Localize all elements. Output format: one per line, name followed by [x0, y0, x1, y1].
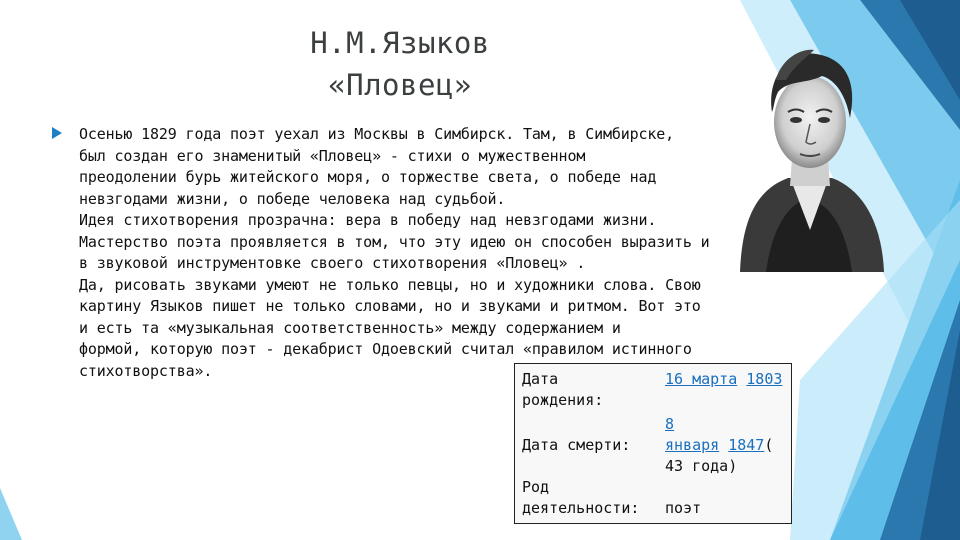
- birth-label-line2: рождения:: [522, 391, 604, 409]
- body-line: невзгодами жизни, о победе человека над судьбой.: [79, 189, 506, 208]
- occupation-value: поэт: [665, 499, 702, 517]
- title-author: Н.М.Языков: [310, 26, 490, 60]
- body-line: был создан его знаменитый «Пловец» - стихи о мужественном: [79, 146, 586, 165]
- body-line: формой, которую поэт - декабрист Одоевский считал «правилом истинного: [79, 340, 692, 358]
- birth-value: [665, 369, 782, 390]
- body-line: стихотворства».: [79, 361, 213, 380]
- body-paragraph: [79, 124, 739, 382]
- body-line: и есть та «музыкальная соответственность» между содержанием и: [79, 318, 621, 337]
- body-line: Идея стихотворения прозрачна: вера в победу над невзгодами жизни.: [79, 211, 657, 229]
- death-year-link[interactable]: 1847: [728, 436, 765, 454]
- birth-year-link[interactable]: 1803: [746, 370, 783, 388]
- bullet-arrow-icon: [52, 127, 62, 139]
- body-line: картину Языков пишет не только словами, но и звуками и ритмом. Вот это: [79, 297, 701, 315]
- corner-shape-left: [0, 488, 22, 540]
- birth-day-link[interactable]: 16 марта: [665, 370, 738, 388]
- death-value: [665, 414, 790, 477]
- occupation-label: [522, 477, 639, 519]
- portrait-image: [736, 40, 884, 272]
- occupation-label-line1: Род: [522, 478, 550, 496]
- body-line: Осенью 1829 года поэт уехал из Москвы в Симбирск. Там, в Симбирске,: [79, 125, 675, 143]
- birth-label-line1: Дата: [522, 370, 559, 388]
- death-month-link[interactable]: января: [665, 436, 720, 454]
- infobox-table: [514, 363, 792, 524]
- body-line: Да, рисовать звуками умеют не только певцы, но и художники слова. Свою: [79, 275, 701, 294]
- body-line: преодолении бурь житейского моря, о торжестве света, о победе над: [79, 168, 657, 186]
- occupation-label-line2: деятельности:: [522, 499, 640, 517]
- body-line: в звуковой инструментовке своего стихотворения «Пловец» .: [79, 254, 586, 272]
- death-day-link[interactable]: 8: [665, 415, 675, 433]
- title-poem: «Пловец»: [328, 68, 472, 102]
- slide-title: [200, 22, 600, 106]
- death-paren: (: [764, 436, 774, 454]
- body-line: Мастерство поэта проявляется в том, что эту идею он способен выразить и: [79, 232, 710, 251]
- birth-label: [522, 369, 603, 411]
- death-age: 43 года): [665, 457, 738, 475]
- death-label: Дата смерти:: [522, 436, 631, 454]
